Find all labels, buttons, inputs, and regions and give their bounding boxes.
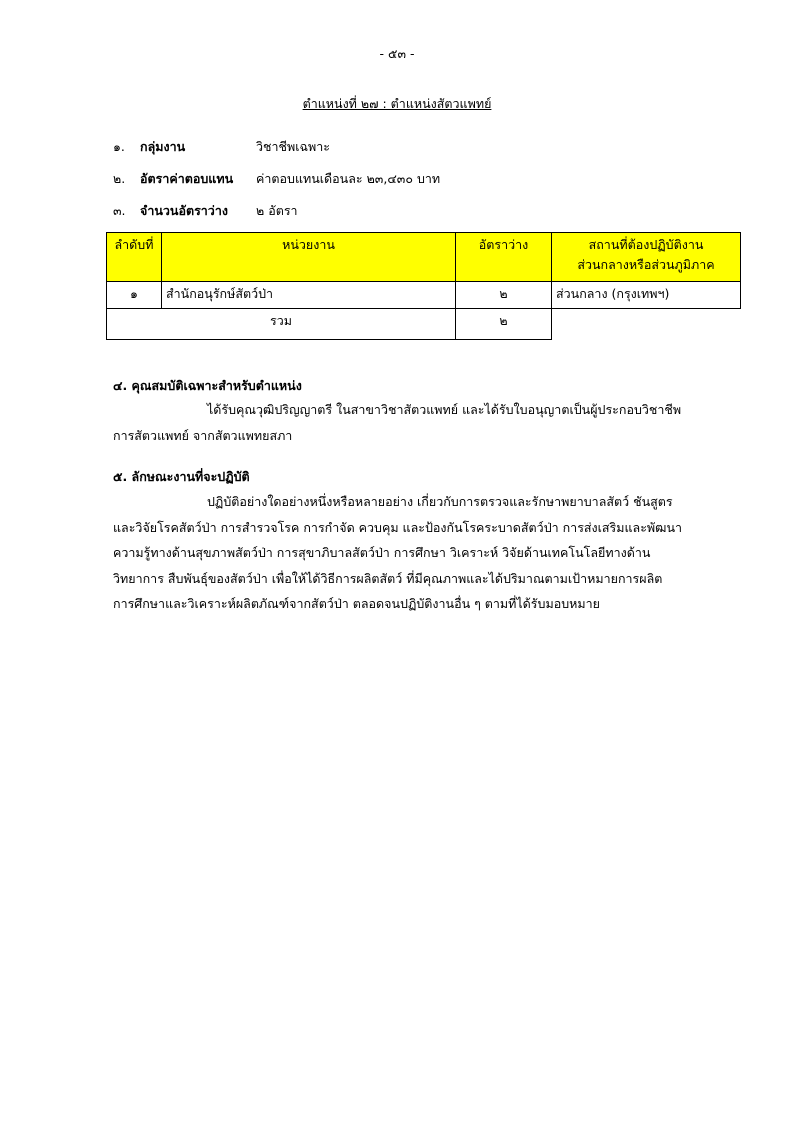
section5-line: ปฏิบัติอย่างใดอย่างหนึ่งหรือหลายอย่าง เกี่ยวกับการตรวจและรักษาพยาบาลสัตว์ ชันสูตร: [207, 494, 673, 509]
section5-line: การศึกษาและวิเคราะห์ผลิตภัณฑ์จากสัตว์ป่า ตลอดจนปฏิบัติงานอื่น ๆ ตามที่ได้รับมอบหมาย: [113, 596, 600, 611]
section5-line: และวิจัยโรคสัตว์ป่า การสำรวจโรค การกำจัด ควบคุม และป้องกันโรคระบาดสัตว์ป่า การส่งเสริมและพัฒนา: [113, 519, 683, 535]
position-title-wrapper: [0, 94, 794, 114]
position-title: ตำแหน่งที่ ๒๗ : ตำแหน่งสัตวแพทย์: [302, 96, 492, 111]
header-unit: หน่วยงาน: [162, 233, 456, 282]
cell-count: ๒: [456, 282, 552, 309]
item-number: ๑.: [113, 139, 125, 154]
section5-line: ความรู้ทางด้านสุขภาพสัตว์ป่า การสุขาภิบาลสัตว์ป่า การศึกษา วิเคราะห์ วิจัยด้านเทคโนโลยีทางด้าน: [113, 545, 651, 560]
section5-body: [113, 489, 725, 617]
header-location: [552, 233, 741, 282]
item-value-vacancies: ๒ อัตรา: [256, 203, 298, 218]
section4-body: [113, 397, 725, 448]
cell-unit: สำนักอนุรักษ์สัตว์ป่า: [162, 282, 456, 309]
table-row: [107, 282, 741, 309]
cell-seq: ๑: [107, 282, 162, 309]
cell-location: ส่วนกลาง (กรุงเทพฯ): [552, 282, 741, 309]
section4-line: การสัตวแพทย์ จากสัตวแพทยสภา: [113, 427, 293, 443]
item-number: ๓.: [113, 203, 126, 218]
header-seq: ลำดับที่: [107, 233, 162, 282]
header-count: อัตราว่าง: [456, 233, 552, 282]
table-header-row: [107, 233, 741, 282]
section4-line: ได้รับคุณวุฒิปริญญาตรี ในสาขาวิชาสัตวแพทย์ และได้รับใบอนุญาตเป็นผู้ประกอบวิชาชีพ: [207, 402, 682, 417]
item-label-vacancies: จำนวนอัตราว่าง: [140, 203, 228, 218]
empty-cell: [552, 309, 741, 340]
item-label-job-group: กลุ่มงาน: [140, 139, 186, 154]
table-total-row: [107, 309, 741, 340]
vacancy-table: [106, 232, 741, 340]
total-value: ๒: [456, 309, 552, 340]
item-number: ๒.: [113, 171, 126, 186]
total-label: รวม: [107, 309, 456, 340]
header-location-line1: สถานที่ต้องปฏิบัติงาน: [588, 237, 704, 252]
section5-heading: ๕. ลักษณะงานที่จะปฏิบัติ: [113, 469, 250, 484]
item-value-salary: ค่าตอบแทนเดือนละ ๒๓,๔๓๐ บาท: [256, 171, 441, 186]
header-location-line2: ส่วนกลางหรือส่วนภูมิภาค: [577, 257, 715, 272]
section5-line: วิทยาการ สืบพันธุ์ของสัตว์ป่า เพื่อให้ได้วิธีการผลิตสัตว์ ที่มีคุณภาพและได้ปริมาณตามเป้าหมายการผลิต: [113, 570, 663, 586]
section4-heading: ๔. คุณสมบัติเฉพาะสำหรับตำแหน่ง: [113, 378, 302, 393]
item-label-salary: อัตราค่าตอบแทน: [140, 171, 234, 186]
page-number: - ๕๓ -: [379, 46, 415, 61]
item-value-job-group: วิชาชีพเฉพาะ: [256, 139, 331, 154]
